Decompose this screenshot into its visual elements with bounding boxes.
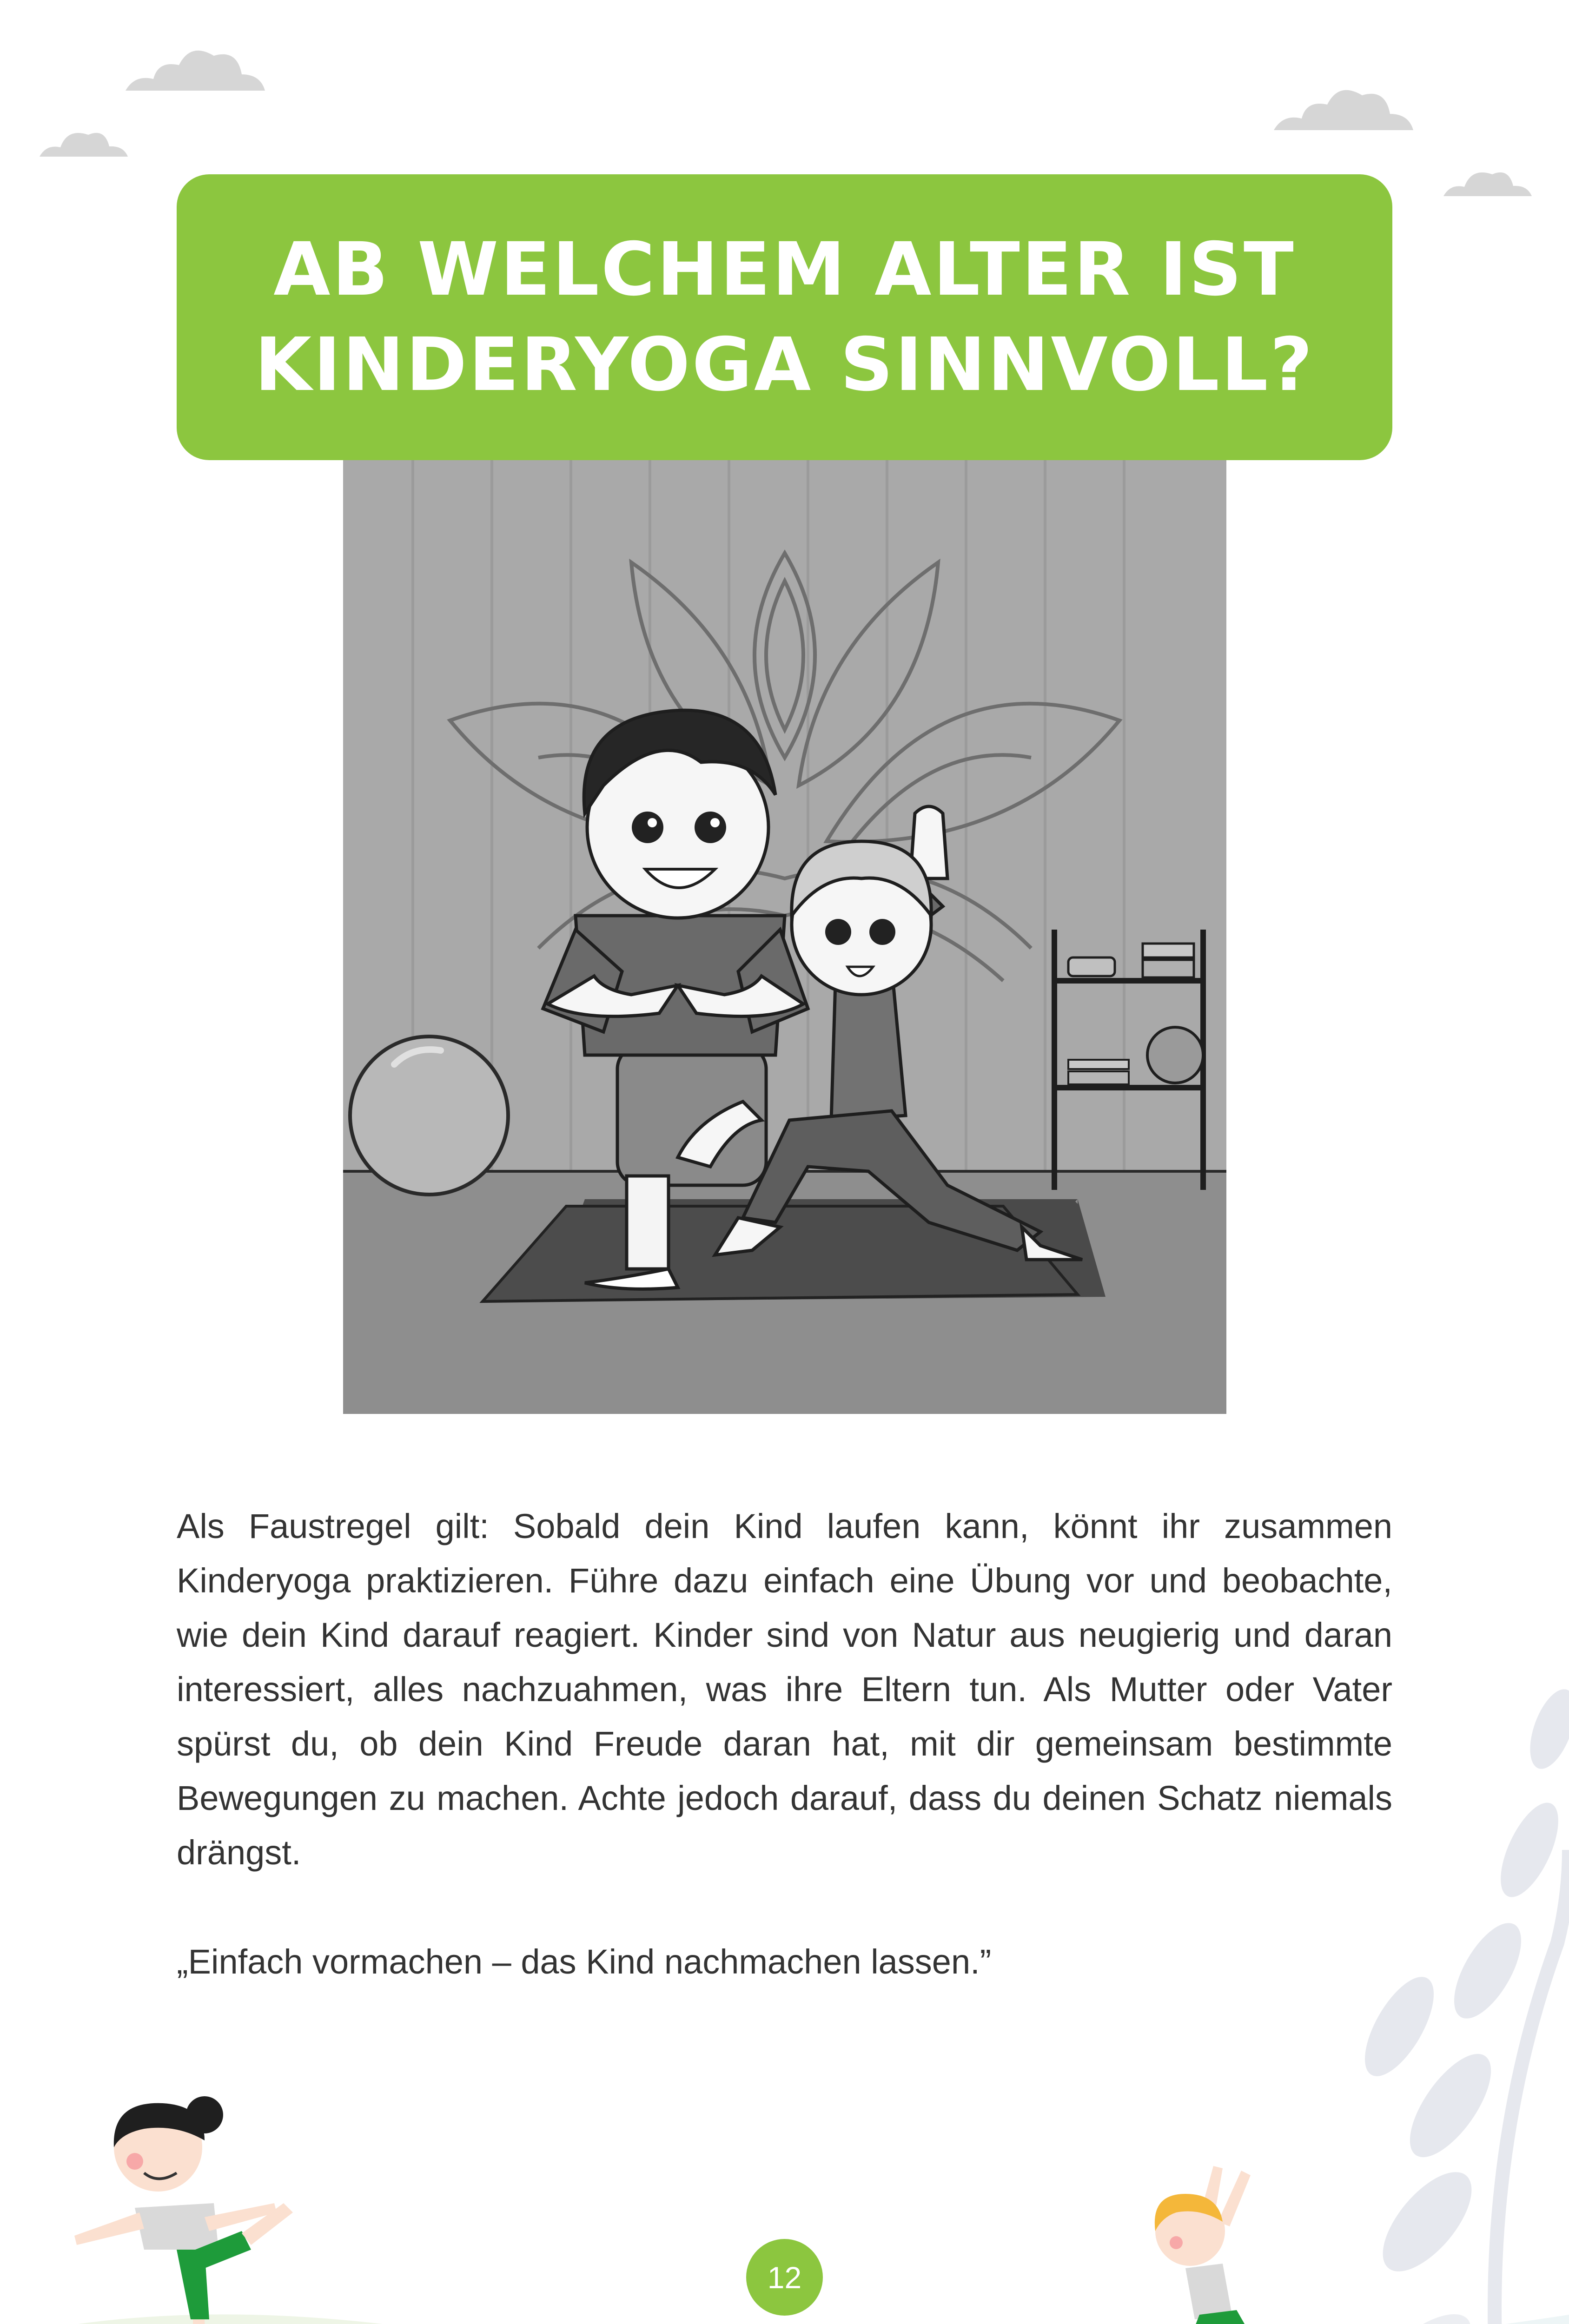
title-banner <box>177 174 1392 460</box>
boy-yoga-pose-icon <box>1106 2161 1339 2324</box>
page-number-badge <box>746 2239 823 2316</box>
page-title-line1: AB WELCHEM ALTER IST <box>273 226 1296 312</box>
girl-yoga-pose-icon <box>65 2096 298 2324</box>
cloud-icon <box>126 42 265 93</box>
cloud-icon <box>1443 158 1532 198</box>
plant-leaves-icon <box>1334 1571 1569 2324</box>
kids-yoga-illustration <box>343 460 1226 1414</box>
page-title-line2: KINDERYOGA SINNVOLL? <box>254 322 1315 408</box>
cloud-icon <box>40 119 128 158</box>
cloud-icon <box>1274 81 1413 132</box>
page-number: 12 <box>767 2260 802 2295</box>
exercise-ball-icon <box>350 1037 508 1195</box>
body-paragraph: Als Faustregel gilt: Sobald dein Kind laufen kann, könnt ihr zusammen Kinderyoga praktizieren. Führe dazu einfach eine Übung vor und beobachte, wie dein Kind darauf reagiert. Kinder sind von Natur aus neugierig und daran interessiert, alles nachzuahmen, was ihre Eltern tun. Als Mutter oder Vater spürst du, ob dein Kind Freude daran hat, mit dir gemeinsam bestimmte Bewegungen zu machen. Achte jedoch darauf, dass du deinen Schatz niemals drängst. <box>177 1507 1392 1872</box>
page-title <box>250 222 1319 413</box>
quote-line: „Einfach vormachen – das Kind nachmachen lassen.” <box>177 1942 992 1981</box>
